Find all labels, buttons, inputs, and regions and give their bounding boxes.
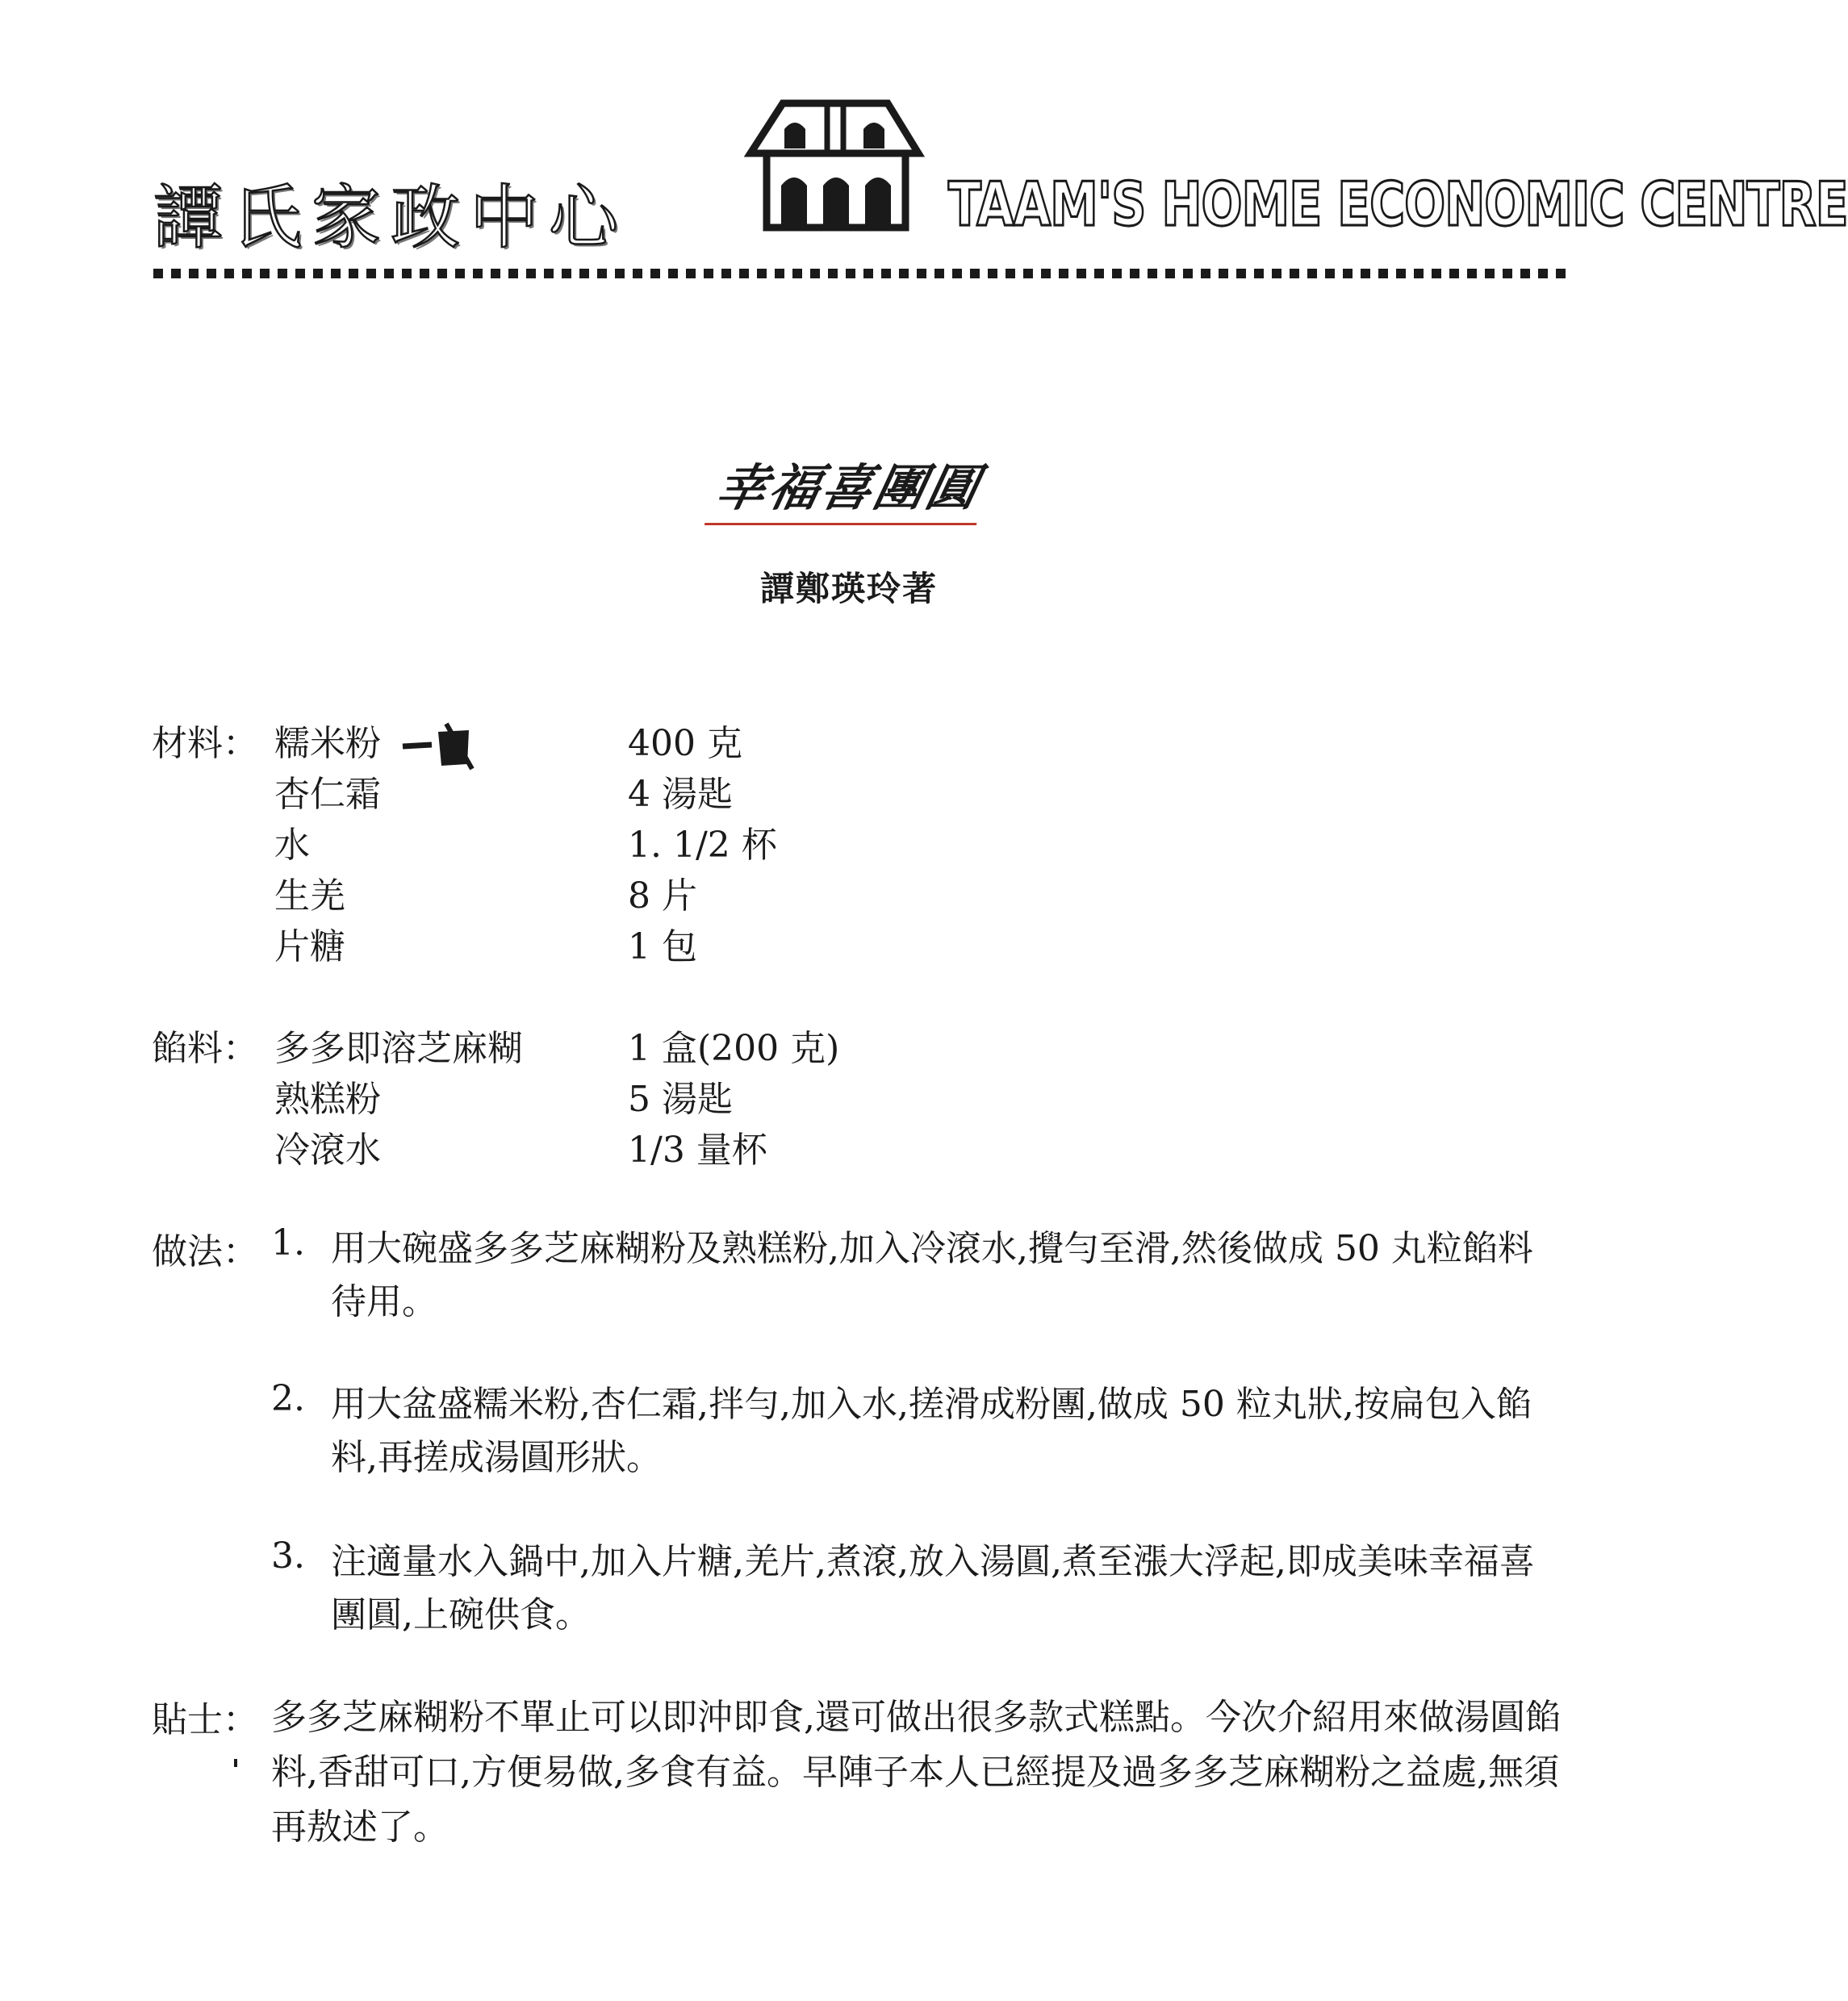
filling-name: 熟糕粉 bbox=[274, 1079, 381, 1120]
ingredient-name: 生羌 bbox=[274, 875, 345, 917]
author-line: 譚鄭瑛玲著 bbox=[759, 569, 938, 608]
recipe-title-text: 幸福喜團圓 bbox=[704, 448, 993, 525]
ingredient-name: 水 bbox=[274, 825, 310, 866]
filling-quantity: 1/3 量杯 bbox=[628, 1130, 767, 1171]
filling-name: 冷滾水 bbox=[274, 1130, 381, 1171]
step-number: 2. bbox=[271, 1378, 305, 1419]
step-number: 3. bbox=[271, 1535, 305, 1577]
ingredient-name: 糯米粉 bbox=[274, 723, 381, 764]
filling-name: 多多即溶芝麻糊 bbox=[274, 1028, 523, 1069]
ingredient-quantity: 400 克 bbox=[628, 723, 742, 764]
stray-mark bbox=[234, 1759, 237, 1767]
ingredient-quantity: 1 包 bbox=[628, 926, 697, 967]
brand-name-chinese: 譚氏家政中心 bbox=[153, 178, 628, 258]
recipe-title bbox=[0, 448, 1698, 525]
filling-quantity: 5 湯匙 bbox=[628, 1079, 733, 1120]
step-text: 用大碗盛多多芝麻糊粉及熟糕粉,加入冷滾水,攪勻至滑,然後做成 50 丸粒餡料待用。 bbox=[331, 1228, 1533, 1322]
ingredient-name: 杏仁霜 bbox=[274, 774, 381, 815]
ingredient-quantity: 1. 1/2 杯 bbox=[628, 825, 777, 866]
tips-label: 貼士： bbox=[152, 1699, 258, 1740]
method-label: 做法： bbox=[152, 1231, 258, 1272]
header-divider bbox=[153, 269, 1574, 278]
step-text: 注適量水入鍋中,加入片糖,羌片,煮滾,放入湯圓,煮至漲大浮起,即成美味幸福喜團圓,上碗供食。 bbox=[331, 1541, 1535, 1635]
house-icon bbox=[734, 97, 928, 234]
ingredient-quantity: 8 片 bbox=[628, 875, 697, 917]
filling-label: 餡料： bbox=[152, 1028, 258, 1069]
step-text: 用大盆盛糯米粉,杏仁霜,拌勻,加入水,搓滑成粉團,做成 50 粒丸狀,按扁包入餡料,再搓成湯圓形狀。 bbox=[331, 1384, 1532, 1478]
handwritten-strikeout bbox=[399, 722, 480, 771]
page-header bbox=[145, 97, 1848, 282]
ingredient-name: 片糖 bbox=[274, 926, 345, 967]
filling-quantity: 1 盒(200 克) bbox=[628, 1028, 840, 1069]
step-number: 1. bbox=[271, 1222, 305, 1264]
tips-text: 多多芝麻糊粉不單止可以即沖即食,還可做出很多款式糕點。今次介紹用來做湯圓餡料,香甜可口,方便易做,多食有益。早陣子本人已經提及過多多芝麻糊粉之益處,無須再敖述了。 bbox=[271, 1697, 1561, 1848]
materials-label: 材料： bbox=[152, 723, 258, 764]
ingredient-quantity: 4 湯匙 bbox=[628, 774, 733, 815]
brand-name-english: TAAM'S HOME ECONOMIC CENTRE bbox=[948, 169, 1848, 240]
